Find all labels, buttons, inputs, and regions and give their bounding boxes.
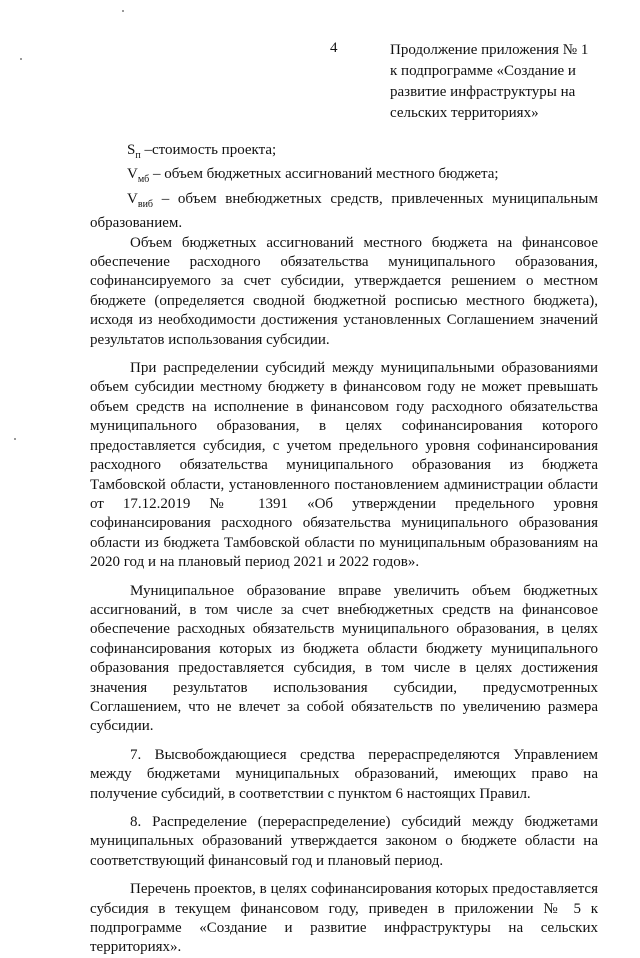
page-number: 4 xyxy=(330,40,338,56)
definition-text: –стоимость проекта; xyxy=(140,142,277,158)
definition-symbol: S xyxy=(127,142,136,158)
definition-symbol: V xyxy=(127,190,138,207)
scan-mark xyxy=(122,10,124,12)
definition-line xyxy=(90,141,598,165)
header-note-line: Продолжение приложения № 1 xyxy=(390,42,589,58)
scan-mark xyxy=(20,58,22,60)
definition-line xyxy=(90,165,598,189)
definition-subscript: мб xyxy=(137,174,150,186)
paragraph-item-7: 7. Высвобождающиеся средства перераспределяются Управлением между бюджетами муниципальных образований, имеющих право на получение субсидий, в соответствии с пунктом 6 настоящих Правил. xyxy=(90,746,598,802)
header-note-line: сельских территориях» xyxy=(390,105,539,121)
scan-mark xyxy=(14,438,16,440)
paragraph-budget-allocations: Объем бюджетных ассигнований местного бюджета на финансовое обеспечение расходного обязательства муниципального образования, софинансируемого за счет субсидии, утверждается решением о местном бюджете (определяется сводной бюджетной росписью местного бюджета), исходя из необходимости достижения установленных Соглашением значений результатов использования субсидии. xyxy=(90,234,598,348)
definition-subscript: п xyxy=(135,150,141,161)
header-note-line: к подпрограмме «Создание и xyxy=(390,63,576,79)
definition-symbol: V xyxy=(127,166,138,183)
paragraph-project-list: Перечень проектов, в целях софинансирования которых предоставляется субсидия в текущем финансовом году, приведен в приложении № 5 к подпрограмме «Создание и развитие инфраструктуры на сельских территориях». xyxy=(90,881,598,956)
definition-line xyxy=(90,190,598,234)
header-note xyxy=(390,40,630,124)
body-text xyxy=(90,141,598,958)
paragraph-subsidy-distribution: При распределении субсидий между муниципальными образованиями объем субсидии местному бюджету в финансовом году не может превышать объем средств на исполнение в финансовом году расходного обязательства муниципального образования, в целях софинансирования которого предоставляется субсидия, с учетом предельного уровня софинансирования расходного обязательства муниципального образования из бюджета Тамбовской области, установленного постановлением администрации области от 17.12.2019 № 1391 «Об утверждении предельного уровня софинансирования расходного обязательства муниципального образования области из бюджета Тамбовской области по муниципальным образованиям на 2020 год и на плановый период 2021 и 2022 годов». xyxy=(90,360,598,571)
header-note-line: развитие инфраструктуры на xyxy=(390,84,576,100)
definition-subscript: виб xyxy=(137,198,154,210)
paragraph-increase-allocations: Муниципальное образование вправе увеличить объем бюджетных ассигнований, в том числе за счет внебюджетных средств на финансовое обеспечение расходных обязательств муниципального образования, в целях софинансирования которых из бюджета области бюджету муниципального образования предоставляется субсидия, в том числе в целях достижения значения результатов использования субсидии, предусмотренных Соглашением, что не влечет за собой обязательств по увеличению размера субсидии. xyxy=(90,582,598,735)
definition-text: – объем внебюджетных средств, привлеченных муниципальным образованием. xyxy=(90,190,598,232)
paragraph-item-8: 8. Распределение (перераспределение) субсидий между бюджетами муниципальных образований утверждается законом о бюджете области на соответствующий финансовый год и плановый период. xyxy=(90,814,598,869)
definition-text: – объем бюджетных ассигнований местного бюджета; xyxy=(149,166,499,183)
